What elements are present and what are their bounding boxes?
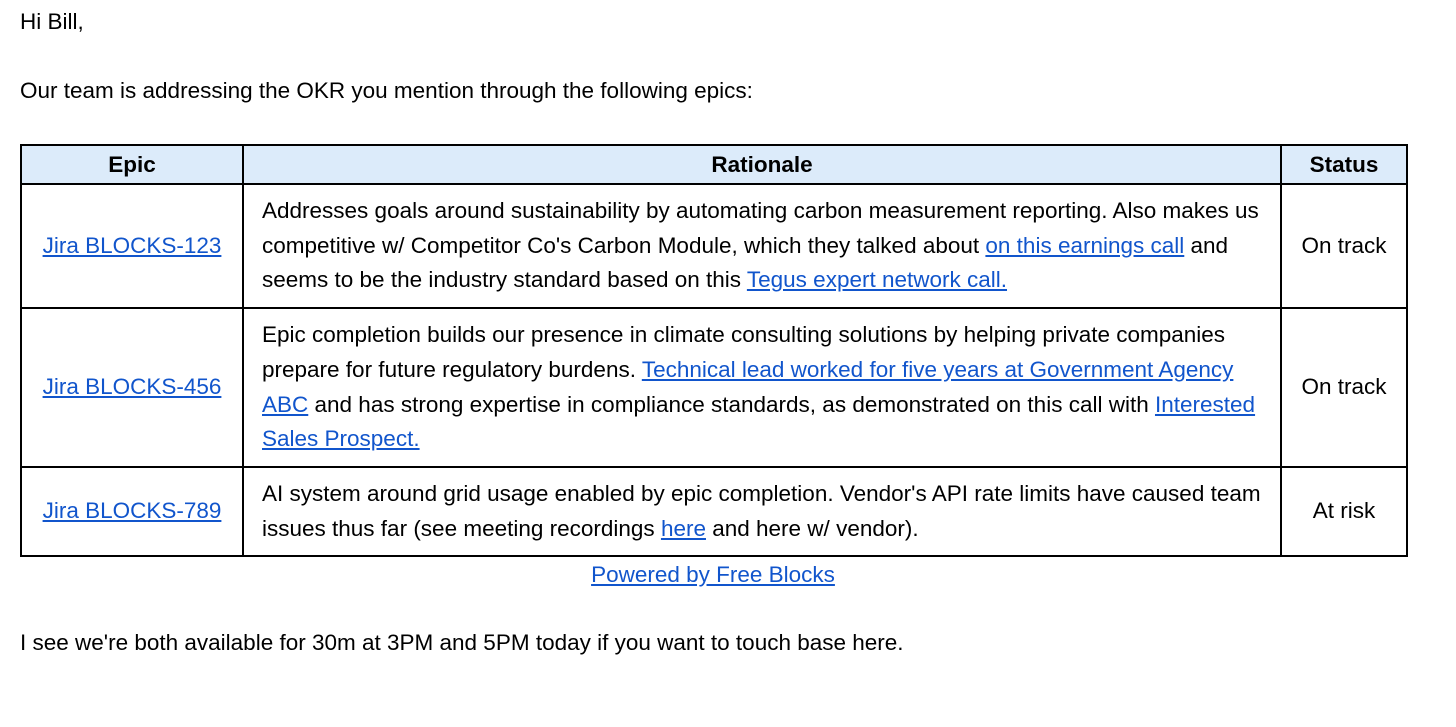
epic-cell: [21, 308, 243, 467]
header-rationale: Rationale: [243, 145, 1281, 184]
rationale-segment: Addresses goals around sustainability by automating carbon measurement reporting. Also makes us competitive w/ Competitor Co's Carbon Module, which they talked about: [262, 198, 1259, 258]
rationale-cell: [243, 184, 1281, 308]
header-status: Status: [1281, 145, 1407, 184]
rationale-cell: [243, 467, 1281, 556]
rationale-text: [262, 318, 1268, 456]
epic-cell: [21, 184, 243, 308]
epics-table: [20, 144, 1408, 557]
rationale-link[interactable]: Tegus expert network call.: [746, 267, 1008, 293]
status-cell: At risk: [1281, 467, 1407, 556]
powered-by-link[interactable]: Powered by Free Blocks: [591, 562, 835, 587]
rationale-link[interactable]: Interested Sales Prospect.: [262, 391, 1256, 452]
table-header-row: [21, 145, 1407, 184]
rationale-link[interactable]: on this earnings call: [985, 232, 1185, 258]
powered-by-container: [0, 558, 1426, 593]
header-epic: Epic: [21, 145, 243, 184]
table-row: [21, 308, 1407, 467]
rationale-link[interactable]: here: [660, 515, 706, 541]
epic-link[interactable]: Jira BLOCKS-123: [42, 232, 222, 258]
rationale-segment: AI system around grid usage enabled by epic completion. Vendor's API rate limits have caused team issues thus far (see meeting recordings: [262, 480, 1261, 541]
status-cell: On track: [1281, 184, 1407, 308]
rationale-cell: [243, 308, 1281, 467]
table-row: [21, 467, 1407, 556]
rationale-link[interactable]: Technical lead worked for five years at Government Agency ABC: [262, 356, 1234, 417]
epic-link[interactable]: Jira BLOCKS-456: [42, 374, 222, 400]
rationale-segment: and has strong expertise in compliance standards, as demonstrated on this call with: [308, 391, 1155, 417]
table-row: [21, 184, 1407, 308]
epic-cell: [21, 467, 243, 556]
closing-text: I see we're both available for 30m at 3PM and 5PM today if you want to touch base here.: [20, 630, 904, 655]
rationale-text: [262, 477, 1268, 546]
rationale-text: [262, 194, 1268, 298]
epic-link[interactable]: Jira BLOCKS-789: [42, 498, 222, 524]
intro-text: Our team is addressing the OKR you mention through the following epics:: [20, 78, 753, 103]
rationale-segment: Epic completion builds our presence in climate consulting solutions by helping private companies prepare for future regulatory burdens.: [262, 322, 1226, 382]
greeting: Hi Bill,: [20, 9, 84, 34]
rationale-segment: and seems to be the industry standard based on this: [262, 232, 1229, 293]
status-cell: On track: [1281, 308, 1407, 467]
rationale-segment: and here w/ vendor).: [705, 515, 919, 541]
